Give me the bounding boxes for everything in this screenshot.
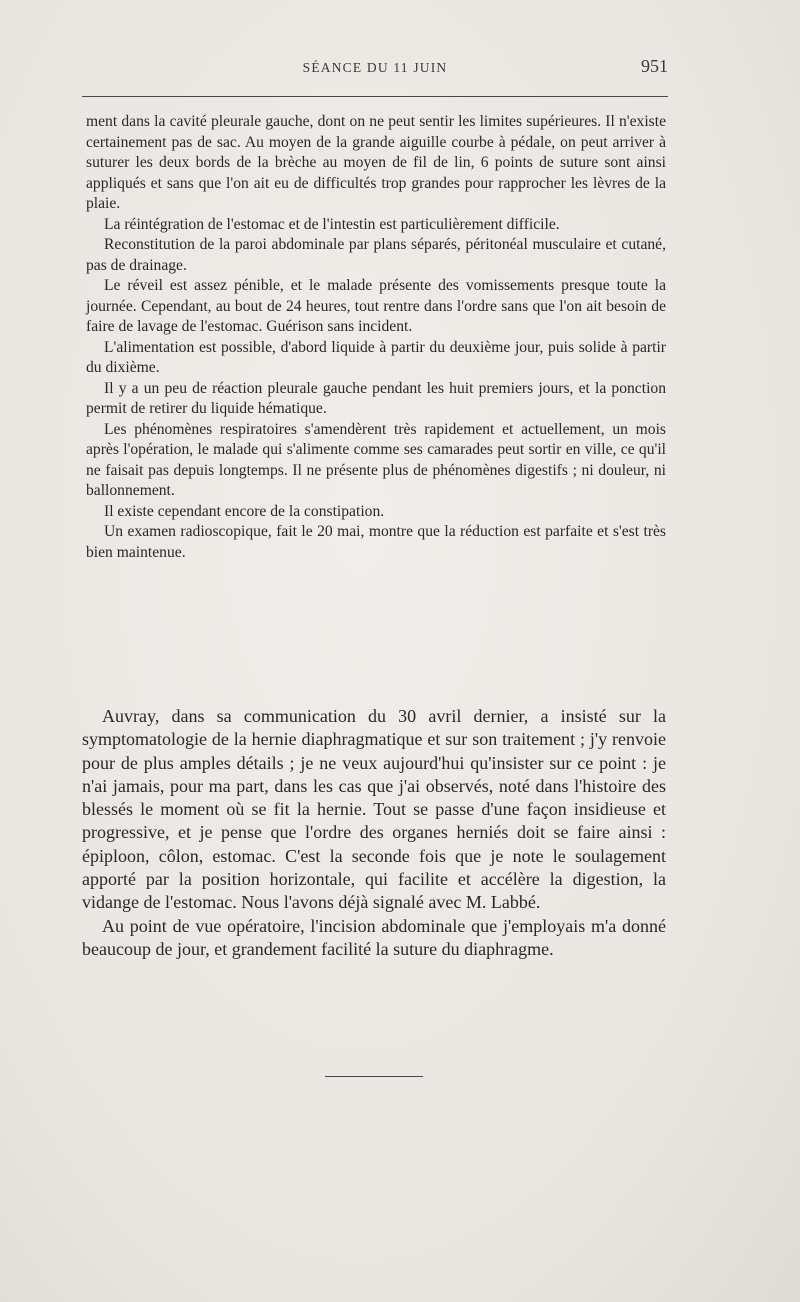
header-rule	[82, 96, 668, 97]
end-rule	[325, 1076, 423, 1077]
case-report-text	[86, 112, 666, 563]
commentary-text	[82, 705, 666, 961]
page-number: 951	[641, 56, 668, 76]
paragraph: Reconstitution de la paroi abdominale par plans séparés, péritonéal musculaire et cutané, pas de drainage.	[86, 236, 666, 274]
paragraph: Il y a un peu de réaction pleurale gauche pendant les huit premiers jours, et la ponction permit de retirer du liquide hématique.	[86, 379, 666, 417]
paragraph: L'alimentation est possible, d'abord liquide à partir du deuxième jour, puis solide à partir du dixième.	[86, 338, 666, 376]
paragraph: La réintégration de l'estomac et de l'intestin est particulièrement difficile.	[104, 215, 560, 233]
paragraph: ment dans la cavité pleurale gauche, dont on ne peut sentir les limites supérieures. Il n'existe certainement pas de sac. Au moyen de la grande aiguille courbe à pédale, on peut arriver à suturer les deux bords de la brèche au moyen de fil de lin, 6 points de suture sont ainsi appliqués et sans que l'on ait eu de difficultés trop grandes pour rapprocher les lèvres de la plaie.	[86, 113, 666, 212]
paragraph: Le réveil est assez pénible, et le malade présente des vomissements presque toute la journée. Cependant, au bout de 24 heures, tout rentre dans l'ordre sans que l'on ait besoin de faire de lavage de l'estomac. Guérison sans incident.	[86, 277, 666, 335]
paragraph: Un examen radioscopique, fait le 20 mai, montre que la réduction est parfaite et s'est très bien maintenue.	[86, 523, 666, 561]
paragraph: Au point de vue opératoire, l'incision abdominale que j'employais m'a donné beaucoup de jour, et grandement facilité la suture du diaphragme.	[82, 915, 666, 959]
running-title: SÉANCE DU 11 JUIN	[302, 60, 448, 75]
paragraph: Les phénomènes respiratoires s'amendèrent très rapidement et actuellement, un mois après l'opération, le malade qui s'alimente comme ses camarades peut sortir en ville, ce qu'il ne faisait pas depuis longtemps. Il ne présente plus de phénomènes digestifs ; ni douleur, ni ballonnement.	[86, 420, 666, 499]
paragraph: Auvray, dans sa communication du 30 avril dernier, a insisté sur la symptomatologie de la hernie diaphragmatique et sur son traitement ; j'y renvoie pour de plus amples détails ; je ne veux aujourd'hui qu'insister sur ce point : je n'ai jamais, pour ma part, dans les cas que j'ai observés, noté dans l'histoire des blessés le moment où se fit la hernie. Tout se passe d'une façon insidieuse et progressive, et je pense que l'ordre des organes herniés doit se faire ainsi : épiploon, côlon, estomac. C'est la seconde fois que je note le soulagement apporté par la position horizontale, qui facilite et accélère la digestion, la vidange de l'estomac. Nous l'avons déjà signalé avec M. Labbé.	[82, 706, 666, 913]
paragraph: Il existe cependant encore de la constipation.	[104, 502, 385, 520]
page-header	[82, 56, 668, 86]
